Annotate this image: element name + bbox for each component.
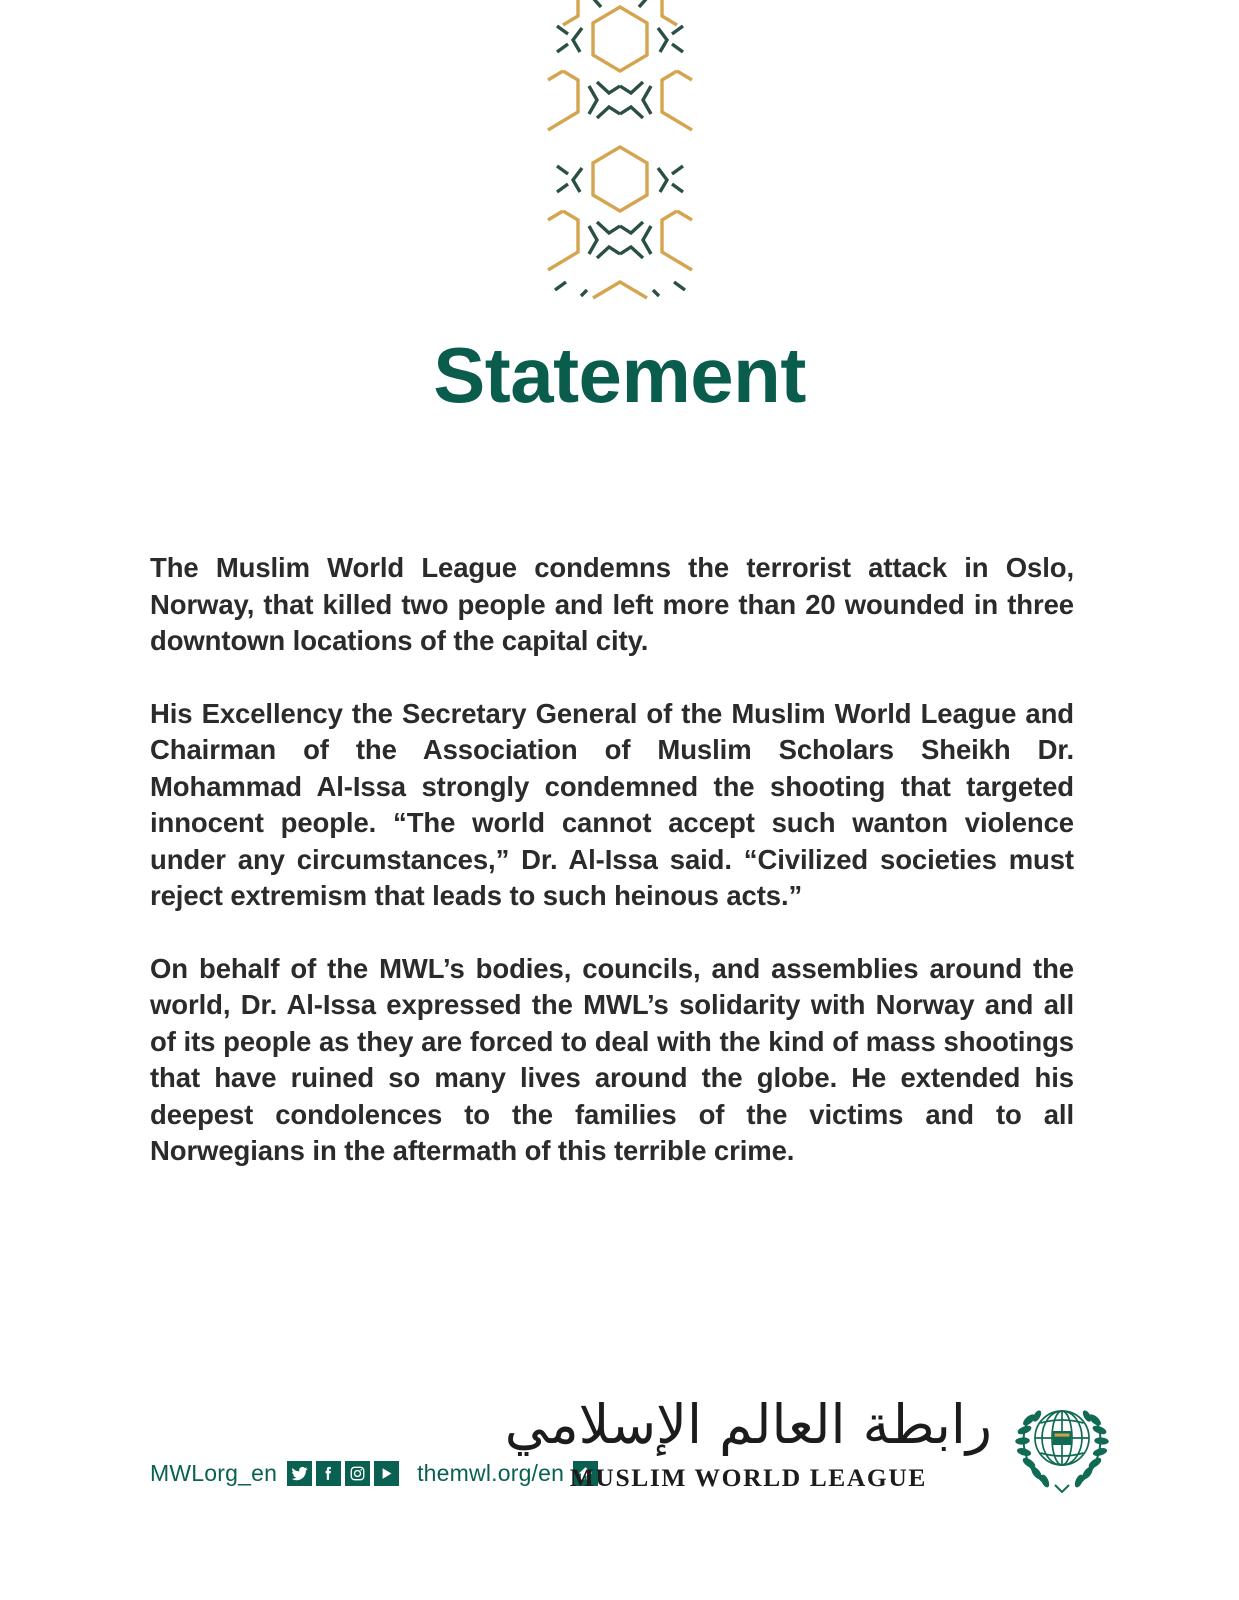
- mwl-latin-name: MUSLIM WORLD LEAGUE: [569, 1462, 927, 1492]
- paragraph-1: The Muslim World League condemns the terrorist attack in Oslo, Norway, that killed two people and left more than 20 wounded in three downtown locations of the capital city.: [150, 552, 1074, 656]
- page-title: Statement: [433, 331, 806, 419]
- globe-laurel-emblem-icon: [1010, 1388, 1114, 1496]
- youtube-icon[interactable]: [374, 1461, 399, 1486]
- mwl-arabic-name: رابطة العالم الإسلامي: [504, 1393, 992, 1457]
- paragraph-2: His Excellency the Secretary General of the Muslim World League and Chairman of the Association of Muslim Scholars Sheikh Dr. Mohammad Al-Issa strongly condemned the shooting that targeted innocent people. “The world cannot accept such wanton violence under any circumstances,” Dr. Al-Issa said. “Civilized societies must reject extremism that leads to such heinous acts.”: [150, 697, 1074, 911]
- social-handle-label: MWLorg_en: [150, 1460, 278, 1486]
- mwl-logo: [505, 1388, 1114, 1496]
- instagram-camera-glyph: [349, 1465, 366, 1482]
- islamic-geometric-pattern-icon: [535, 0, 705, 305]
- twitter-bird-glyph: [291, 1465, 308, 1482]
- website-url-label: themwl.org/en: [417, 1460, 565, 1486]
- paragraph-3: On behalf of the MWL’s bodies, councils, and assemblies around the world, Dr. Al-Issa expressed the MWL’s solidarity with Norway and all of its people as they are forced to deal with the kind of mass shootings that have ruined so many lives around the globe. He extended his deepest condolences to the families of the victims and to all Norwegians in the aftermath of this terrible crime.: [150, 952, 1074, 1166]
- instagram-icon[interactable]: [345, 1461, 370, 1486]
- page-footer: [0, 1350, 1239, 1600]
- mwl-logo-text: [505, 1391, 992, 1493]
- facebook-f-glyph: [320, 1465, 337, 1482]
- youtube-play-glyph: [378, 1465, 395, 1482]
- statement-body: [150, 550, 1074, 1170]
- header-ornament: [0, 0, 1239, 310]
- facebook-icon[interactable]: [316, 1461, 341, 1486]
- twitter-icon[interactable]: [287, 1461, 312, 1486]
